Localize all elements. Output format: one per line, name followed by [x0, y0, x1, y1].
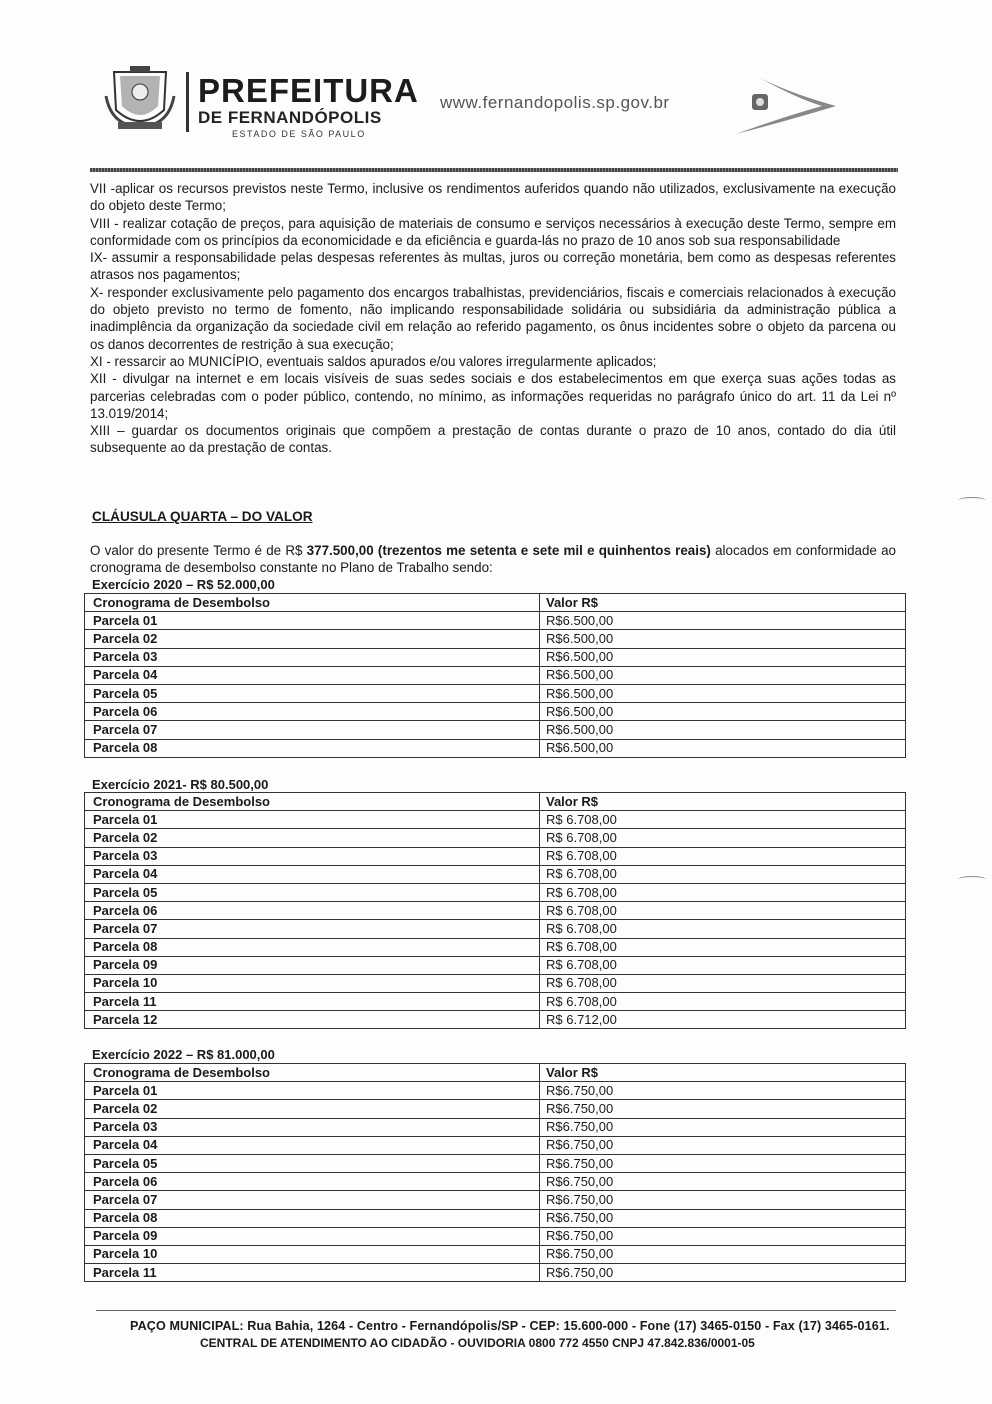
installment-value: R$6.750,00	[540, 1136, 906, 1154]
installment-value: R$6.750,00	[540, 1245, 906, 1263]
installment-label: Parcela 01	[85, 1082, 540, 1100]
installment-label: Parcela 10	[85, 1245, 540, 1263]
installment-value: R$6.750,00	[540, 1209, 906, 1227]
installment-value: R$6.750,00	[540, 1191, 906, 1209]
exercise-2021-title: Exercício 2021- R$ 80.500,00	[92, 777, 269, 792]
installment-value: R$ 6.708,00	[540, 883, 906, 901]
installment-value: R$ 6.708,00	[540, 920, 906, 938]
installment-label: Parcela 04	[85, 666, 540, 684]
installment-value: R$6.500,00	[540, 648, 906, 666]
installment-value: R$ 6.708,00	[540, 847, 906, 865]
exercise-2022-title: Exercício 2022 – R$ 81.000,00	[92, 1047, 275, 1062]
installment-label: Parcela 08	[85, 938, 540, 956]
item-xi: XI - ressarcir ao MUNICÍPIO, eventuais saldos apurados e/ou valores irregularmente aplicados;	[90, 353, 657, 369]
table-2022	[84, 1063, 906, 1282]
col-value-header: Valor R$	[540, 594, 906, 612]
installment-label: Parcela 12	[85, 1011, 540, 1029]
installment-value: R$ 6.708,00	[540, 829, 906, 847]
installment-label: Parcela 08	[85, 739, 540, 757]
table-row	[85, 1136, 906, 1154]
col-value-header: Valor R$	[540, 1064, 906, 1082]
installment-value: R$6.500,00	[540, 684, 906, 702]
installment-label: Parcela 02	[85, 829, 540, 847]
table-row	[85, 1154, 906, 1172]
footer-address: PAÇO MUNICIPAL: Rua Bahia, 1264 - Centro - Fernandópolis/SP - CEP: 15.600-000 - Fone (17) 3465-0150 - Fax (17) 3465-0161.	[130, 1319, 890, 1333]
installment-label: Parcela 11	[85, 1264, 540, 1282]
intro-text-a: O valor do presente Termo é de R$	[90, 543, 307, 558]
installment-label: Parcela 01	[85, 612, 540, 630]
table-row	[85, 1264, 906, 1282]
installment-label: Parcela 02	[85, 1100, 540, 1118]
installment-value: R$6.750,00	[540, 1227, 906, 1245]
value-intro	[90, 542, 896, 576]
col-schedule-header: Cronograma de Desembolso	[85, 594, 540, 612]
brand-subtitle: DE FERNANDÓPOLIS	[198, 108, 382, 127]
table-row	[85, 883, 906, 901]
table-row	[85, 920, 906, 938]
col-schedule-header: Cronograma de Desembolso	[85, 1064, 540, 1082]
footer-rule	[96, 1310, 896, 1311]
installment-value: R$6.750,00	[540, 1100, 906, 1118]
installment-value: R$6.750,00	[540, 1154, 906, 1172]
installment-label: Parcela 03	[85, 648, 540, 666]
installment-label: Parcela 08	[85, 1209, 540, 1227]
table-row	[85, 1118, 906, 1136]
table-2020	[84, 593, 906, 758]
installment-value: R$ 6.712,00	[540, 1011, 906, 1029]
table-row	[85, 703, 906, 721]
item-xii: XII - divulgar na internet e em locais visíveis de suas sedes sociais e dos estabelecimentos em que exerça suas ações todas as parcerias celebradas com o poder público, contendo, no mínimo, as informações requeridas no parágrafo único do art. 11 da Lei nº 13.019/2014;	[90, 371, 896, 421]
table-row	[85, 648, 906, 666]
installment-label: Parcela 01	[85, 811, 540, 829]
scan-mark	[958, 497, 986, 504]
header-divider	[186, 72, 189, 132]
table-row	[85, 1227, 906, 1245]
exercise-2020-title: Exercício 2020 – R$ 52.000,00	[92, 577, 275, 592]
installment-label: Parcela 05	[85, 883, 540, 901]
installment-value: R$6.500,00	[540, 612, 906, 630]
installment-label: Parcela 05	[85, 1154, 540, 1172]
installment-value: R$ 6.708,00	[540, 902, 906, 920]
table-row	[85, 1191, 906, 1209]
intro-text-b: alocados em conformidade ao cronograma de desembolso constante no Plano de Trabalho sendo:	[90, 543, 896, 575]
installment-value: R$ 6.708,00	[540, 938, 906, 956]
table-row	[85, 1011, 906, 1029]
installment-label: Parcela 10	[85, 974, 540, 992]
item-xiii: XIII – guardar os documentos originais que compõem a prestação de contas durante o prazo de 10 anos, contado do dia útil subsequente ao da prestação de contas.	[90, 423, 896, 456]
table-2021-body	[85, 811, 906, 1029]
header-rule	[90, 168, 898, 172]
installment-value: R$6.750,00	[540, 1118, 906, 1136]
installment-value: R$6.750,00	[540, 1264, 906, 1282]
table-header-row	[85, 1064, 906, 1082]
table-row	[85, 739, 906, 757]
installment-label: Parcela 06	[85, 703, 540, 721]
intro-amount: 377.500,00 (trezentos me setenta e sete mil e quinhentos reais)	[306, 543, 711, 558]
table-row	[85, 721, 906, 739]
table-row	[85, 847, 906, 865]
brand-title: PREFEITURA	[198, 72, 419, 109]
installment-label: Parcela 07	[85, 1191, 540, 1209]
installment-value: R$6.500,00	[540, 721, 906, 739]
item-ix: IX- assumir a responsabilidade pelas despesas referentes às multas, juros ou correção monetária, bem como as despesas referentes atrasos nos pagamentos;	[90, 250, 896, 283]
installment-label: Parcela 07	[85, 721, 540, 739]
installment-label: Parcela 02	[85, 630, 540, 648]
clause-heading: CLÁUSULA QUARTA – DO VALOR	[92, 509, 313, 524]
city-crest-logo	[104, 66, 176, 134]
installment-label: Parcela 06	[85, 1173, 540, 1191]
installment-value: R$ 6.708,00	[540, 865, 906, 883]
installment-label: Parcela 09	[85, 956, 540, 974]
table-row	[85, 1245, 906, 1263]
table-row	[85, 811, 906, 829]
installment-value: R$ 6.708,00	[540, 811, 906, 829]
installment-label: Parcela 09	[85, 1227, 540, 1245]
installment-value: R$6.500,00	[540, 739, 906, 757]
table-2022-body	[85, 1082, 906, 1282]
table-row	[85, 630, 906, 648]
table-row	[85, 1173, 906, 1191]
footer-contact: CENTRAL DE ATENDIMENTO AO CIDADÃO - OUVIDORIA 0800 772 4550 CNPJ 47.842.836/0001-05	[200, 1336, 755, 1350]
installment-label: Parcela 05	[85, 684, 540, 702]
table-row	[85, 956, 906, 974]
installment-value: R$ 6.708,00	[540, 956, 906, 974]
table-row	[85, 1100, 906, 1118]
obligations-list	[90, 180, 896, 457]
installment-label: Parcela 06	[85, 902, 540, 920]
table-row	[85, 993, 906, 1011]
website-url: www.fernandopolis.sp.gov.br	[440, 93, 670, 112]
installment-value: R$ 6.708,00	[540, 974, 906, 992]
installment-value: R$6.500,00	[540, 666, 906, 684]
installment-value: R$6.750,00	[540, 1173, 906, 1191]
installment-label: Parcela 03	[85, 847, 540, 865]
table-row	[85, 829, 906, 847]
installment-label: Parcela 03	[85, 1118, 540, 1136]
table-2020-body	[85, 612, 906, 758]
installment-value: R$6.750,00	[540, 1082, 906, 1100]
col-value-header: Valor R$	[540, 793, 906, 811]
col-schedule-header: Cronograma de Desembolso	[85, 793, 540, 811]
table-2021	[84, 792, 906, 1029]
item-vii: VII -aplicar os recursos previstos neste Termo, inclusive os rendimentos auferidos quando não utilizados, exclusivamente na execução do objeto deste Termo;	[90, 181, 896, 214]
installment-label: Parcela 11	[85, 993, 540, 1011]
table-row	[85, 666, 906, 684]
swoosh-logo	[730, 76, 840, 138]
installment-value: R$6.500,00	[540, 630, 906, 648]
table-row	[85, 938, 906, 956]
installment-label: Parcela 07	[85, 920, 540, 938]
installment-label: Parcela 04	[85, 865, 540, 883]
table-row	[85, 865, 906, 883]
table-row	[85, 1209, 906, 1227]
item-x: X- responder exclusivamente pelo pagamento dos encargos trabalhistas, previdenciários, fiscais e comerciais relacionados à execução do objeto previsto no termo de fomento, não implicando responsabilidade solidária ou subsidiária da administração pública a inadimplência da organização da sociedade civil em relação ao referido pagamento, os ônus incidentes sobre o objeto da parcena ou os danos decorrentes de restrição à sua execução;	[90, 284, 896, 352]
scan-mark	[958, 876, 986, 883]
installment-value: R$ 6.708,00	[540, 993, 906, 1011]
table-row	[85, 974, 906, 992]
table-header-row	[85, 793, 906, 811]
brand-state: ESTADO DE SÃO PAULO	[232, 129, 366, 139]
table-header-row	[85, 594, 906, 612]
installment-label: Parcela 04	[85, 1136, 540, 1154]
item-viii: VIII - realizar cotação de preços, para aquisição de materiais de consumo e serviços necessários à execução deste Termo, sempre em conformidade com os princípios da economicidade e da eficiência e guarda-lás no prazo de 10 anos sob sua responsabilidade	[90, 215, 896, 248]
table-row	[85, 902, 906, 920]
installment-value: R$6.500,00	[540, 703, 906, 721]
table-row	[85, 612, 906, 630]
table-row	[85, 1082, 906, 1100]
table-row	[85, 684, 906, 702]
